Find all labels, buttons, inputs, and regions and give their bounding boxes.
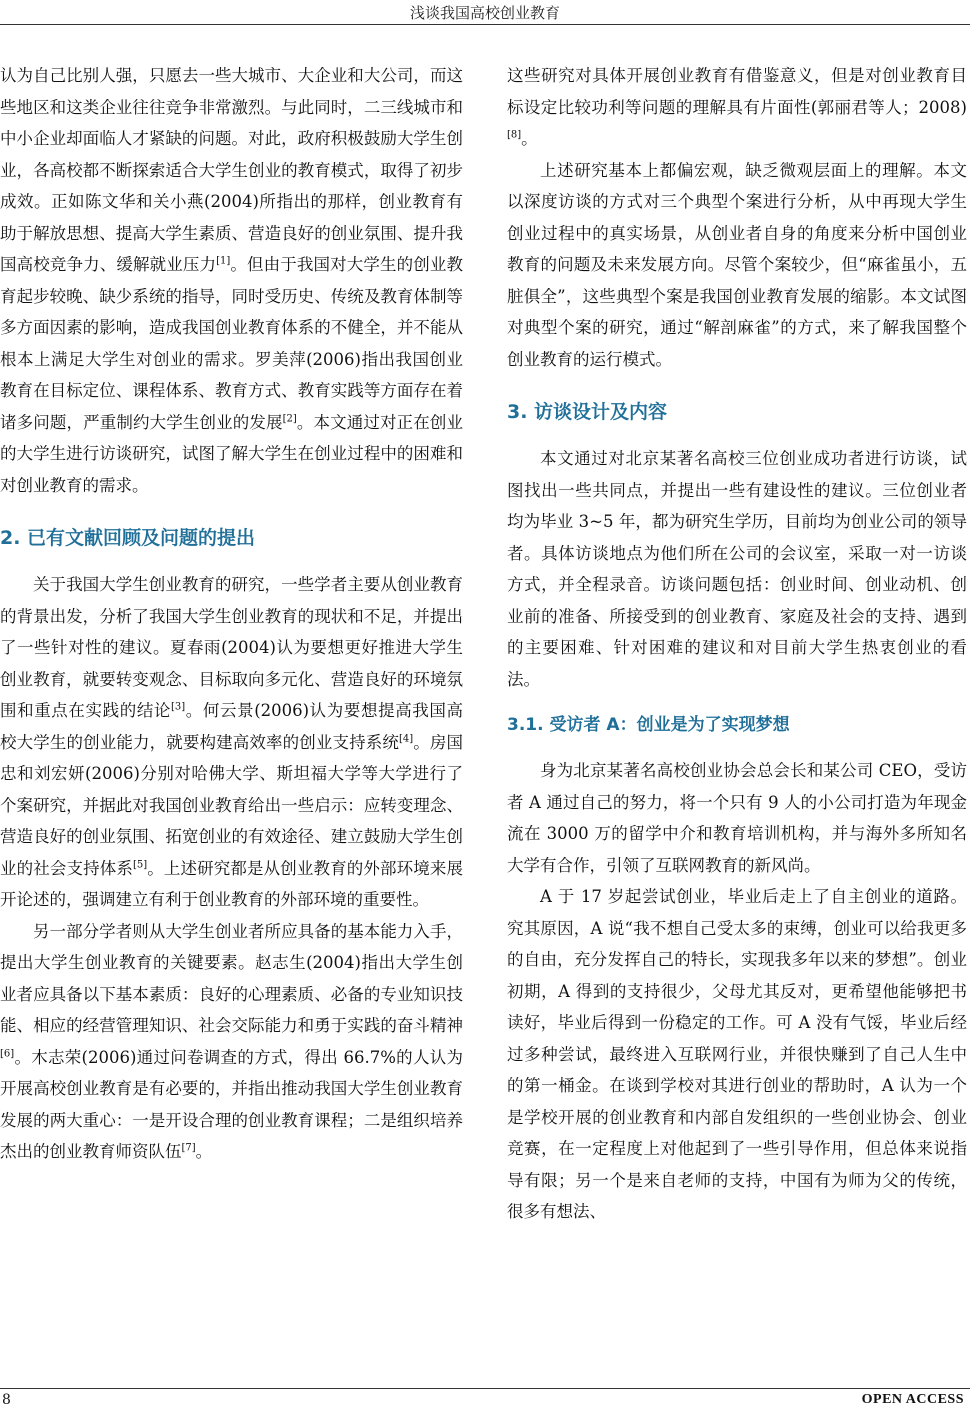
paragraph: 上述研究基本上都偏宏观，缺乏微观层面上的理解。本文以深度访谈的方式对三个典型个案进行分析，从中再现大学生创业过程中的真实场景，从创业者自身的角度来分析中国创业教育的问题及未来发展方向。尽管个案较少，但“麻雀虽小，五脏俱全”，这些典型个案是我国创业教育发展的缩影。本文试图对典型个案的研究，通过“解剖麻雀”的方式，来了解我国整个创业教育的运行模式。 <box>507 160 967 369</box>
paragraph <box>0 60 463 501</box>
page-number: 8 <box>2 1392 11 1408</box>
citation: [3] <box>171 701 186 713</box>
paragraph-text: 。上述研究都是从创业教育的外部环境来展开论述的，强调建立有利于创业教育的外部环境的重要性。 <box>0 858 464 909</box>
paragraph-text: 认为自己比别人强，只愿去一些大城市、大企业和大公司，而这些地区和这类企业往往竞争非常激烈。与此同时，二三线城市和中小企业却面临人才紧缺的问题。对此，政府积极鼓励大学生创业，各高校都不断探索适合大学生创业的教育模式，取得了初步成效。正如陈文华和关小燕(2004)所指出的那样，创业教育有助于解放思想、提高大学生素质、营造良好的创业氛围、提升我国高校竞争力、缓解就业压力 <box>0 66 463 274</box>
section-heading: 2. 已有文献回顾及问题的提出 <box>0 527 256 549</box>
running-header: 浅谈我国高校创业教育 <box>409 4 560 22</box>
right-column <box>507 60 967 1228</box>
paragraph-text: 另一部分学者则从大学生创业者所应具备的基本能力入手，提出大学生创业教育的关键要素。赵志生(2004)指出大学生创业者应具备以下基本素质：良好的心理素质、必备的专业知识技能、相应的经营管理知识、社会交际能力和勇于实践的奋斗精神 <box>0 921 463 1035</box>
open-access-label: OPEN ACCESS <box>861 1392 964 1407</box>
paragraph <box>0 569 463 916</box>
paragraph: 身为北京某著名高校创业协会总会长和某公司 CEO，受访者 A 通过自己的努力，将一个只有 9 人的小公司打造为年现金流在 3000 万的留学中介和教育培训机构，并与海外多所知名大学有合作，引领了互联网教育的新风尚。 <box>507 761 967 875</box>
paragraph-text: 。本文通过对正在创业的大学生进行访谈研究，试图了解大学生在创业过程中的困难和对创业教育的需求。 <box>0 412 464 495</box>
citation: [4] <box>398 733 414 744</box>
citation: [8] <box>507 129 522 141</box>
citation: [6] <box>0 1048 15 1059</box>
citation: [1] <box>216 255 231 267</box>
paragraph-text: 。 <box>521 129 538 148</box>
header-divider <box>0 24 970 25</box>
paragraph-text: 。木志荣(2006)通过问卷调查的方式，得出 66.7%的人认为开展高校创业教育是有必要的，并指出推动我国大学生创业教育发展的两大重心：一是开设合理的创业教育课程；二是组织培养杰出的创业教育师资队伍 <box>0 1047 463 1161</box>
paragraph <box>0 916 463 1168</box>
citation: [5] <box>133 859 148 870</box>
paragraph-text: 。何云景(2006)认为要想提高我国高校大学生的创业能力，就要构建高效率的创业支持系统 <box>0 701 463 752</box>
subsection-heading: 3.1. 受访者 A：创业是为了实现梦想 <box>507 715 790 735</box>
paragraph-text: 关于我国大学生创业教育的研究，一些学者主要从创业教育的背景出发，分析了我国大学生创业教育的现状和不足，并提出了一些针对性的建议。夏春雨(2004)认为要想更好推进大学生创业教育，就要转变观念、目标取向多元化、营造良好的环境氛围和重点在实践的结论 <box>0 575 463 720</box>
paragraph-text: 。 <box>195 1142 213 1161</box>
paragraph <box>507 60 967 155</box>
paragraph-text: 这些研究对具体开展创业教育有借鉴意义，但是对创业教育目标设定比较功利等问题的理解具有片面性(郭丽君等人；2008) <box>507 66 967 117</box>
paragraph: 本文通过对北京某著名高校三位创业成功者进行访谈，试图找出一些共同点，并提出一些有建设性的建议。三位创业者均为毕业 3~5 年，都为研究生学历，目前均为创业公司的领导者。具体访谈地点为他们所在公司的会议室，采取一对一访谈方式，并全程录音。访谈问题包括：创业时间、创业动机、创业前的准备、所接受到的创业教育、家庭及社会的支持、遇到的主要困难、针对困难的建议和对目前大学生热衷创业的看法。 <box>507 449 967 689</box>
citation: [7] <box>181 1142 196 1154</box>
citation: [2] <box>282 413 297 424</box>
footer-divider <box>0 1388 970 1389</box>
paragraph-text: 。但由于我国对大学生的创业教育起步较晚、缺少系统的指导，同时受历史、传统及教育体制等多方面因素的影响，造成我国创业教育体系的不健全，并不能从根本上满足大学生对创业的需求。罗美萍(2006)指出我国创业教育在目标定位、课程体系、教育方式、教育实践等方面存在着诸多问题，严重制约大学生创业的发展 <box>0 255 464 432</box>
paragraph-text: 。房国忠和刘宏妍(2006)分别对哈佛大学、斯坦福大学等大学进行了个案研究，并据此对我国创业教育给出一些启示：应转变理念、营造良好的创业氛围、拓宽创业的有效途径、建立鼓励大学生创业的社会支持体系 <box>0 732 464 878</box>
section-heading: 3. 访谈设计及内容 <box>507 401 668 423</box>
paragraph: A 于 17 岁起尝试创业，毕业后走上了自主创业的道路。究其原因，A 说“我不想自己受太多的束缚，创业可以给我更多的自由，充分发挥自己的特长，实现我多年以来的梦想”。创业初期，A 得到的支持很少，父母尤其反对，更希望他能够把书读好，毕业后得到一份稳定的工作。可 A 没有气馁，毕业后经过多种尝试，最终进入互联网行业，并很快赚到了自己人生中的第一桶金。在谈到学校对其进行创业的帮助时，A 认为一个是学校开展的创业教育和内部自发组织的一些创业协会、创业竞赛，在一定程度上对他起到了一些引导作用，但总体来说指导有限；另一个是来自老师的支持，中国有为师为父的传统，很多有想法、 <box>507 887 967 1221</box>
left-column <box>0 60 463 1168</box>
